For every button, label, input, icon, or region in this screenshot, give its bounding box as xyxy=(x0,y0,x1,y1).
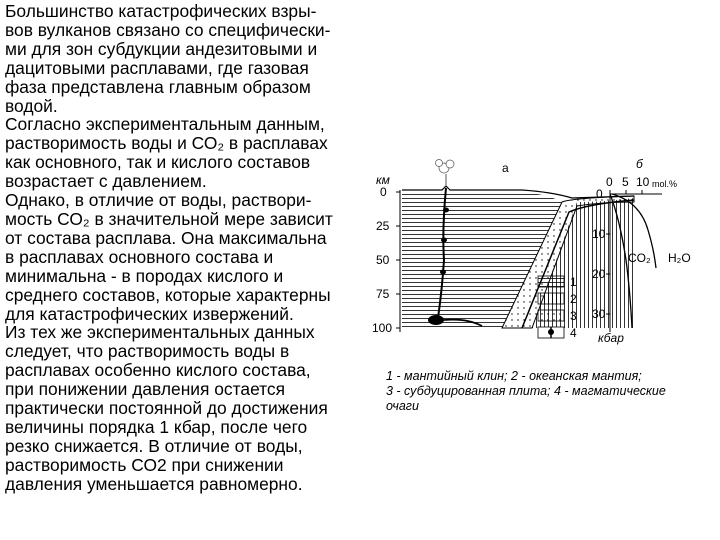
text-line: расплавах особенно кислого состава, xyxy=(5,360,311,381)
pressure-tick: 0 xyxy=(596,187,603,201)
legend-number: 3 xyxy=(570,309,577,323)
text-line: минимальна - в породах кислого и xyxy=(5,265,284,286)
conc-unit: mol.% xyxy=(652,179,678,189)
paragraph-2 xyxy=(5,115,383,191)
text-line: Из тех же экспериментальных данных xyxy=(5,322,315,343)
panel-a-label: а xyxy=(502,161,509,175)
conc-tick: 0 xyxy=(606,175,613,189)
text-line: резко снижается. В отличие от воды, xyxy=(5,435,303,456)
text-line: среднего составов, которые характерны xyxy=(5,284,331,305)
text-line: давления уменьшается равномерно. xyxy=(5,473,303,494)
text-line: величины порядка 1 кбар, после чего xyxy=(5,416,308,437)
depth-tick: 0 xyxy=(380,185,387,199)
depth-tick: 50 xyxy=(376,253,390,267)
main-text xyxy=(5,2,383,494)
panel-b-label: б xyxy=(636,157,643,171)
text-line: для катастрофических извержений. xyxy=(5,303,294,324)
co2-label: CO₂ xyxy=(628,251,651,265)
caption-line: очаги xyxy=(386,399,419,413)
conc-tick: 5 xyxy=(622,175,629,189)
pressure-tick: 20 xyxy=(592,267,606,281)
caption-line: 1 - мантийный клин; 2 - океанская мантия; xyxy=(386,369,642,383)
text-line: от состава расплава. Она максимальна xyxy=(5,227,327,248)
caption-line: 3 - субдуцированная плита; 4 - магматические xyxy=(386,384,666,398)
paragraph-4 xyxy=(5,323,383,493)
text-line: Большинство катастрофических взры- xyxy=(5,1,317,21)
legend-number: 4 xyxy=(570,326,577,340)
text-line: Согласно экспериментальным данным, xyxy=(5,114,325,135)
text-line: возрастает с давлением. xyxy=(5,171,207,192)
text-line: мость СО₂ в значительной мере зависит xyxy=(5,208,333,229)
depth-tick: 100 xyxy=(372,321,393,335)
text-line: при понижении давления остается xyxy=(5,379,286,400)
text-line: Однако, в отличие от воды, раствори- xyxy=(5,190,312,211)
text-line: дацитовыми расплавами, где газовая xyxy=(5,57,309,78)
text-line: практически постоянной до достижения xyxy=(5,398,328,419)
depth-unit: км xyxy=(376,173,390,187)
figure-caption xyxy=(386,369,720,414)
legend-number: 1 xyxy=(570,275,577,289)
paragraph-1 xyxy=(5,2,383,115)
h2o-label: H₂O xyxy=(668,251,691,265)
text-line: вов вулканов связано со специфически- xyxy=(5,19,331,40)
legend-number: 2 xyxy=(570,292,577,306)
text-line: следует, что растворимость воды в xyxy=(5,341,290,362)
text-line: ми для зон субдукции андезитовыми и xyxy=(5,38,318,59)
depth-tick: 75 xyxy=(376,287,390,301)
text-line: в расплавах основного состава и xyxy=(5,246,274,267)
text-line: водой. xyxy=(5,95,58,116)
text-line: растворимость воды и СО₂ в расплавах xyxy=(5,133,328,154)
pressure-unit: кбар xyxy=(598,331,624,345)
depth-tick: 25 xyxy=(376,219,390,233)
text-line: растворимость СО2 при снижении xyxy=(5,454,284,475)
text-line: фаза представлена главным образом xyxy=(5,76,311,97)
conc-tick: 10 xyxy=(636,175,650,189)
paragraph-3 xyxy=(5,191,383,323)
pressure-tick: 10 xyxy=(592,227,606,241)
text-line: как основного, так и кислого составов xyxy=(5,152,311,173)
magma-chamber xyxy=(428,315,444,325)
pressure-tick: 30 xyxy=(592,307,606,321)
